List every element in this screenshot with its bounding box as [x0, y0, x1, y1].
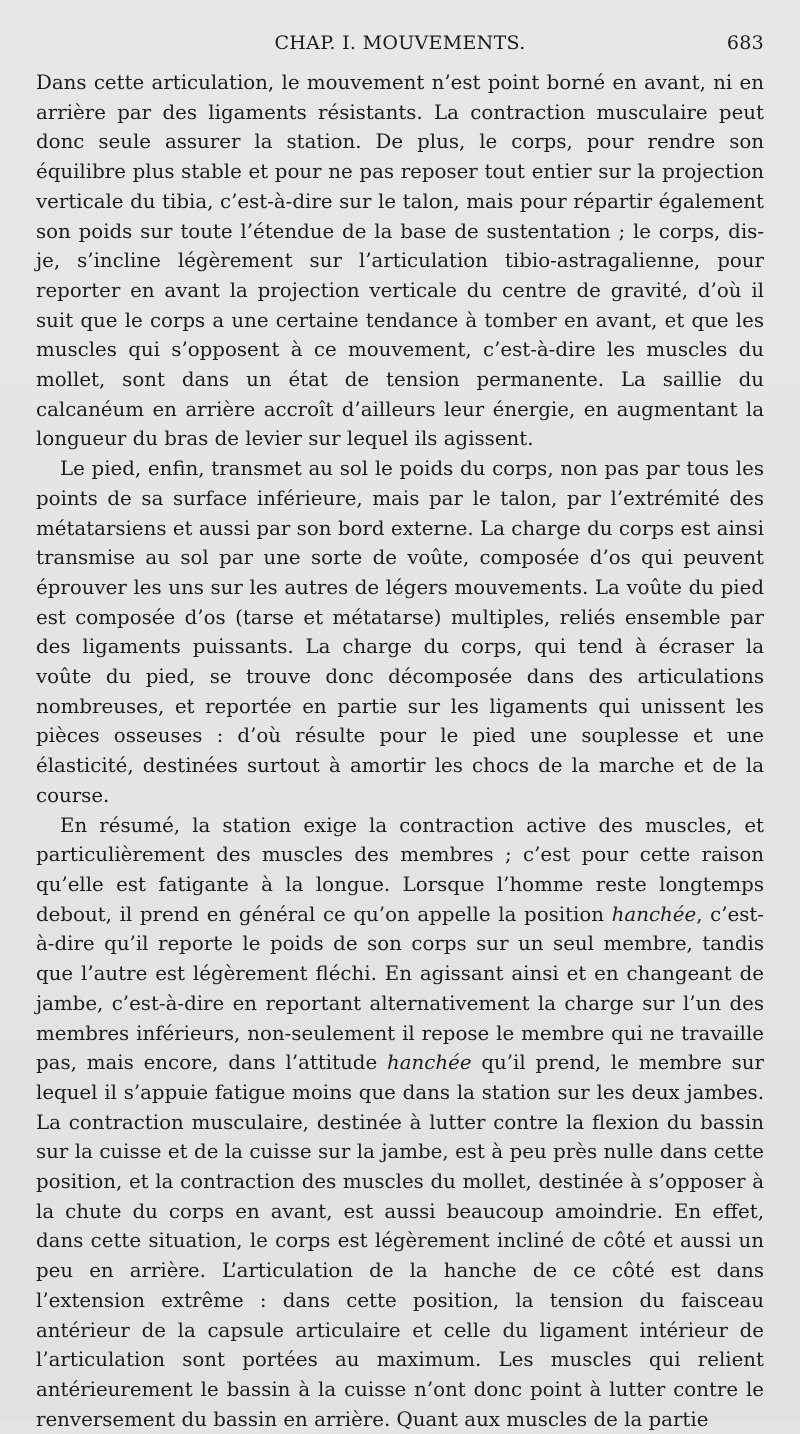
body-text: [36, 68, 764, 1434]
running-title: CHAP. I. MOUVEMENTS.: [274, 32, 526, 54]
paragraph-text: Le pied, enfin, transmet au sol le poids du corps, non pas par tous les points de sa surface inférieure, mais par le talon, par l’extrémité des métatarsiens et aussi par son bord externe. La charge du corps est ainsi transmise au sol par une sorte de voûte, composée d’os qui peuvent éprouver les uns sur les autres de légers mouvements. La voûte du pied est composée d’os (tarse et métatarse) multiples, reliés ensemble par des ligaments puissants. La charge du corps, qui tend à écraser la voûte du pied, se trouve donc décomposée dans des articulations nombreuses, et reportée en partie sur les ligaments qui unissent les pièces osseuses : d’où résulte pour le pied une souplesse et une élasticité, destinées surtout à amortir les chocs de la marche et de la course.: [36, 457, 764, 807]
running-head: [36, 24, 764, 64]
paragraph-text: Dans cette articulation, le mouvement n’est point borné en avant, ni en arrière par des ligaments résistants. La contraction musculaire peut donc seule assurer la station. De plus, le corps, pour rendre son équilibre plus stable et pour ne pas reposer tout entier sur la projection verticale du tibia, c’est-à-dire sur le talon, mais pour répartir également son poids sur toute l’étendue de la base de sustentation ; le corps, dis-je, s’incline légèrement sur l’articulation tibio-astragalienne, pour reporter en avant la projection verticale du centre de gravité, d’où il suit que le corps a une certaine tendance à tomber en avant, et que les muscles qui s’opposent à ce mouvement, c’est-à-dire les muscles du mollet, sont dans un état de tension permanente. La saillie du calcanéum en arrière accroît d’ailleurs leur énergie, en augmentant la longueur du bras de levier sur lequel ils agissent.: [36, 71, 764, 451]
paragraph-summary: [36, 811, 764, 1434]
paragraph-station-muscles: [36, 68, 764, 454]
page-number: 683: [726, 32, 764, 54]
paragraph-foot-arch: [36, 454, 764, 810]
italic-term: hanchée: [387, 1051, 472, 1075]
italic-term: hanchée: [611, 902, 697, 926]
paragraph-text: qu’il prend, le membre sur lequel il s’appuie fatigue moins que dans la station sur les deux jambes. La contraction musculaire, destinée à lutter contre la flexion du bassin sur la cuisse et de la cuisse sur la jambe, est à peu près nulle dans cette position, et la contraction des muscles du mollet, destinée à s’opposer à la chute du corps en avant, est aussi beaucoup amoindrie. En effet, dans cette situation, le corps est légèrement incliné de côté et aussi un peu en arrière. L’articulation de la hanche de ce côté est dans l’extension extrême : dans cette position, la tension du faisceau antérieur de la capsule articulaire et celle du ligament intérieur de l’articulation sont portées au maximum. Les muscles qui relient antérieurement le bassin à la cuisse n’ont donc point à lutter contre le renversement du bassin en arrière. Quant aux muscles de la partie: [36, 1051, 764, 1431]
paragraph-text: En résumé, la station exige la contraction active des muscles, et particulièrement des muscles des membres ; c’est pour cette raison qu’elle est fatigante à la longue. Lorsque l’homme reste longtemps debout, il prend en général ce qu’on appelle la position: [36, 813, 764, 926]
paragraph-text: , c’est-à-dire qu’il reporte le poids de son corps sur un seul membre, tandis que l’autre est légèrement fléchi. En agissant ainsi et en changeant de jambe, c’est-à-dire en reportant alternativement la charge sur l’un des membres inférieurs, non-seulement il repose le membre qui ne travaille pas, mais encore, dans l’attitude: [36, 902, 764, 1075]
